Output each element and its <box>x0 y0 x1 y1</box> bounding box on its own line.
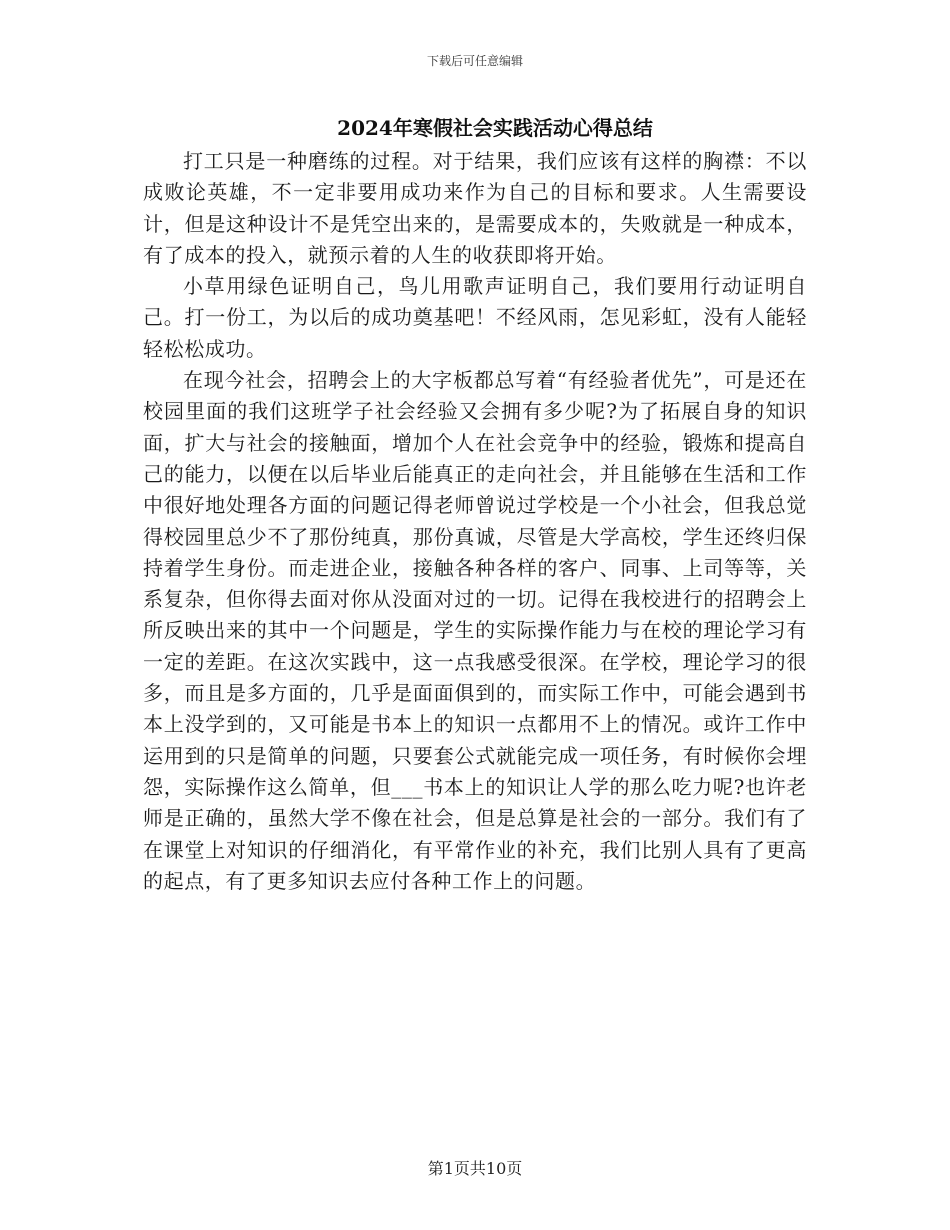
page-footer: 第1页共10页 <box>427 1159 523 1178</box>
paragraph-3: 在现今社会，招聘会上的大字板都总写着“有经验者优先”，可是还在校园里面的我们这班学子社会经验又会拥有多少呢?为了拓展自身的知识面，扩大与社会的接触面，增加个人在社会竞争中的经验，锻炼和提高自己的能力，以便在以后毕业后能真正的走向社会，并且能够在生活和工作中很好地处理各方面的问题记得老师曾说过学校是一个小社会，但我总觉得校园里总少不了那份纯真，那份真诚，尽管是大学高校，学生还终归保持着学生身份。而走进企业，接触各种各样的客户、同事、上司等等，关系复杂，但你得去面对你从没面对过的一切。记得在我校进行的招聘会上所反映出来的其中一个问题是，学生的实际操作能力与在校的理论学习有一定的差距。在这次实践中，这一点我感受很深。在学校，理论学习的很多，而且是多方面的，几乎是面面俱到的，而实际工作中，可能会遇到书本上没学到的，又可能是书本上的知识一点都用不上的情况。或许工作中运用到的只是简单的问题，只要套公式就能完成一项任务，有时候你会埋怨，实际操作这么简单，但___书本上的知识让人学的那么吃力呢?也许老师是正确的，虽然大学不像在社会，但是总算是社会的一部分。我们有了在课堂上对知识的仔细消化，有平常作业的补充，我们比别人具有了更高的起点，有了更多知识去应付各种工作上的问题。 <box>143 368 807 893</box>
document-title: 2024年寒假社会实践活动心得总结 <box>337 116 653 140</box>
paragraph-1: 打工只是一种磨练的过程。对于结果，我们应该有这样的胸襟：不以成败论英雄，不一定非要用成功来作为自己的目标和要求。人生需要设计，但是这种设计不是凭空出来的，是需要成本的，失败就是一种成本，有了成本的投入，就预示着的人生的收获即将开始。 <box>143 149 807 267</box>
header-note: 下载后可任意编辑 <box>426 54 523 68</box>
paragraph-2: 小草用绿色证明自己，鸟儿用歌声证明自己，我们要用行动证明自己。打一份工，为以后的成功奠基吧！不经风雨，怎见彩虹，没有人能轻轻松松成功。 <box>143 274 807 361</box>
document-body <box>143 146 807 897</box>
